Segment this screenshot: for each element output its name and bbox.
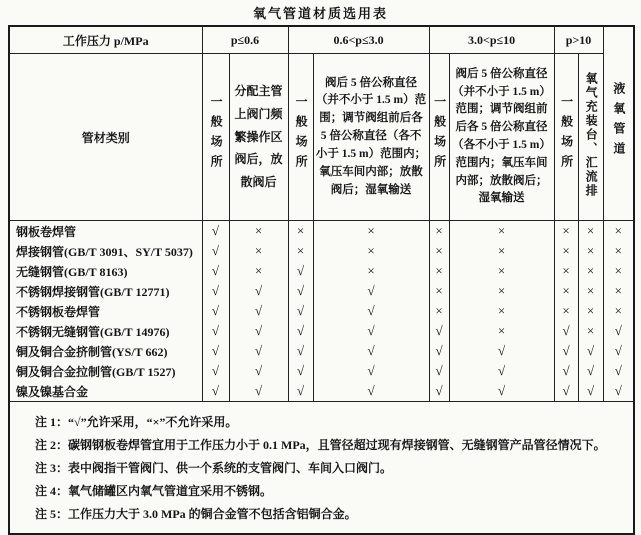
suitability-cell: √ [202, 341, 229, 361]
table-note-2: 注 2：碳钢钢板卷焊管宜用于工作压力小于 0.1 MPa，且管径超过现有焊接钢管、无缝钢管产品管径情况下。 [35, 438, 606, 452]
material-name: 铜及铜合金挤制管(YS/T 662) [9, 341, 202, 361]
table-row [9, 301, 634, 321]
suitability-cell: × [603, 241, 634, 261]
table-row [9, 221, 634, 242]
suitability-cell: √ [288, 341, 313, 361]
suitability-cell: √ [202, 361, 229, 381]
suitability-cell: × [288, 241, 313, 261]
suitability-cell: √ [288, 321, 313, 341]
header-sub-distribution-main: 分配主管上阀门频繁操作区阀后，放散阀后 [229, 54, 288, 221]
material-name: 钢板卷焊管 [9, 221, 202, 242]
suitability-cell: √ [313, 321, 429, 341]
suitability-cell: × [229, 221, 288, 242]
suitability-cell: √ [429, 321, 449, 341]
suitability-cell: √ [313, 301, 429, 321]
suitability-cell: √ [202, 301, 229, 321]
suitability-cell: × [578, 221, 603, 242]
suitability-cell: √ [202, 221, 229, 242]
suitability-cell: × [429, 221, 449, 242]
header-sub-general-3: 一般场所 [429, 54, 449, 221]
suitability-cell: √ [288, 281, 313, 301]
suitability-cell: √ [554, 321, 578, 341]
table-note-4: 注 4：氧气储罐区内氧气管道宜采用不锈钢。 [35, 484, 273, 498]
suitability-cell: √ [229, 381, 288, 402]
suitability-cell: √ [554, 381, 578, 402]
header-group-p-le-0-6: p≤0.6 [202, 26, 288, 54]
suitability-cell: × [554, 281, 578, 301]
suitability-cell: √ [202, 261, 229, 281]
suitability-cell: × [578, 281, 603, 301]
suitability-cell: √ [313, 341, 429, 361]
material-selection-table [8, 25, 635, 535]
suitability-cell: × [554, 221, 578, 242]
suitability-cell: × [578, 321, 603, 341]
header-material-category: 管材类别 [9, 54, 202, 221]
header-sub-general-1: 一般场所 [202, 54, 229, 221]
suitability-cell: × [288, 221, 313, 242]
suitability-cell: × [429, 261, 449, 281]
material-name: 不锈钢无缝钢管(GB/T 14976) [9, 321, 202, 341]
suitability-cell: × [313, 221, 429, 242]
suitability-cell: √ [288, 301, 313, 321]
liquid-oxygen-label: 液氧管道 [611, 81, 626, 162]
suitability-cell: √ [449, 341, 554, 361]
suitability-cell: × [603, 221, 634, 242]
suitability-cell: × [429, 301, 449, 321]
suitability-cell: × [578, 261, 603, 281]
suitability-cell: √ [313, 381, 429, 402]
material-name: 不锈钢焊接钢管(GB/T 12771) [9, 281, 202, 301]
header-working-pressure: 工作压力 p/MPa [9, 26, 202, 54]
suitability-cell: × [313, 241, 429, 261]
suitability-cell: √ [229, 301, 288, 321]
suitability-cell: × [449, 321, 554, 341]
suitability-cell: × [578, 241, 603, 261]
suitability-cell: × [603, 301, 634, 321]
suitability-cell: √ [429, 341, 449, 361]
suitability-cell: √ [603, 361, 634, 381]
table-row [9, 341, 634, 361]
suitability-cell: √ [578, 341, 603, 361]
header-sub-general-2: 一般场所 [288, 54, 313, 221]
suitability-cell: √ [603, 321, 634, 341]
suitability-cell: √ [429, 381, 449, 402]
suitability-cell: √ [313, 281, 429, 301]
table-note-3: 注 3：表中阀指干管阀门、供一个系统的支管阀门、车间入口阀门。 [35, 461, 393, 475]
header-group-p-gt-10: p>10 [554, 26, 603, 54]
suitability-cell: × [449, 281, 554, 301]
suitability-cell: √ [202, 321, 229, 341]
suitability-cell: × [449, 261, 554, 281]
suitability-cell: √ [429, 361, 449, 381]
header-sub-filling-station: 氧气充装台、汇流排 [578, 54, 603, 221]
suitability-cell: √ [202, 281, 229, 301]
material-name: 镍及镍基合金 [9, 381, 202, 402]
header-group-0-6-to-3-0: 0.6<p≤3.0 [288, 26, 429, 54]
header-sub-valve-range-2: 阀后 5 倍公称直径（并不小于 1.5 m）范围；调节阀组前后各 5 倍公称直径（各不小于 1.5 m）范围内；氧压车间内部；放散阀后；湿氧输送 [449, 54, 554, 221]
table-title: 氧气管道材质选用表 [252, 6, 388, 21]
suitability-cell: × [429, 281, 449, 301]
suitability-cell: √ [288, 361, 313, 381]
suitability-cell: √ [229, 341, 288, 361]
suitability-cell: √ [578, 361, 603, 381]
suitability-cell: × [429, 241, 449, 261]
header-row-pressure [9, 26, 634, 54]
header-sub-valve-range-1: 阀后 5 倍公称直径（并不小于 1.5 m）范围；调节阀组前后各 5 倍公称直径（各不小于 1.5 m）范围内；氧压车间内部；放散阀后；湿氧输送 [313, 54, 429, 221]
table-row [9, 381, 634, 402]
suitability-cell: √ [449, 381, 554, 402]
suitability-cell: × [229, 241, 288, 261]
table-row [9, 361, 634, 381]
suitability-cell: × [578, 301, 603, 321]
header-liquid-oxygen-pipe [603, 26, 634, 221]
header-row-conditions [9, 54, 634, 221]
suitability-cell: × [603, 281, 634, 301]
suitability-cell: √ [554, 361, 578, 381]
table-body [9, 221, 634, 402]
material-name: 铜及铜合金拉制管(GB/T 1527) [9, 361, 202, 381]
suitability-cell: √ [202, 241, 229, 261]
suitability-cell: × [313, 261, 429, 281]
table-row [9, 261, 634, 281]
material-name: 无缝钢管(GB/T 8163) [9, 261, 202, 281]
table-note-5: 注 5：工作压力大于 3.0 MPa 的铜合金管不包括含铝铜合金。 [35, 507, 357, 521]
suitability-cell: × [554, 301, 578, 321]
suitability-cell: × [229, 261, 288, 281]
suitability-cell: √ [313, 361, 429, 381]
suitability-cell: × [603, 261, 634, 281]
suitability-cell: × [554, 241, 578, 261]
header-sub-general-4: 一般场所 [554, 54, 578, 221]
notes-section [9, 402, 634, 535]
suitability-cell: √ [578, 381, 603, 402]
notes-row [9, 402, 634, 535]
suitability-cell: √ [603, 341, 634, 361]
suitability-cell: √ [288, 261, 313, 281]
suitability-cell: √ [554, 341, 578, 361]
table-row [9, 241, 634, 261]
table-row [9, 321, 634, 341]
suitability-cell: √ [288, 381, 313, 402]
suitability-cell: √ [229, 321, 288, 341]
suitability-cell: √ [229, 281, 288, 301]
material-name: 不锈钢板卷焊管 [9, 301, 202, 321]
header-group-3-0-to-10: 3.0<p≤10 [429, 26, 554, 54]
suitability-cell: √ [603, 381, 634, 402]
material-name: 焊接钢管(GB/T 3091、SY/T 5037) [9, 241, 202, 261]
suitability-cell: × [449, 301, 554, 321]
suitability-cell: × [554, 261, 578, 281]
table-note-1: 注 1：“√”允许采用，“×”不允许采用。 [35, 415, 238, 429]
suitability-cell: × [449, 221, 554, 242]
suitability-cell: × [449, 241, 554, 261]
suitability-cell: √ [202, 381, 229, 402]
suitability-cell: √ [229, 361, 288, 381]
table-row [9, 281, 634, 301]
suitability-cell: √ [449, 361, 554, 381]
